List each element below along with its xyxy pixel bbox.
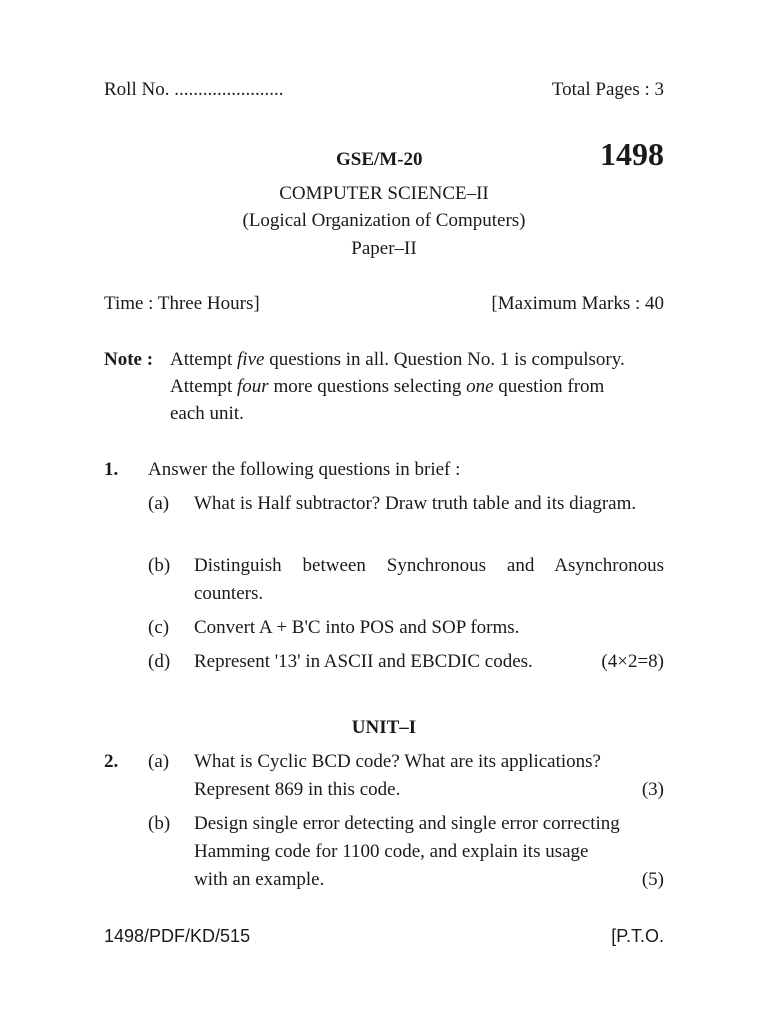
note-line-2: Attempt four more questions selecting one question from [170, 376, 605, 397]
part-label: (c) [148, 617, 170, 638]
footer-pto: [P.T.O. [611, 926, 664, 946]
part-text: Distinguish between Synchronous and Asynchronous counters. [194, 555, 664, 604]
part-label: (b) [148, 813, 171, 834]
part-text-line: Represent 869 in this code. [194, 779, 401, 800]
part-label: (a) [148, 751, 170, 772]
note-label: Note : [104, 349, 154, 370]
part-marks: (3) [641, 779, 664, 800]
note-line-3: each unit. [170, 403, 244, 424]
paper-code: GSE/M-20 [336, 149, 423, 170]
part-text-line: Hamming code for 1100 code, and explain its usage [194, 841, 589, 862]
question-number: 2. [104, 751, 119, 772]
part-text-line: with an example. [194, 869, 325, 890]
unit-heading: UNIT–I [351, 717, 417, 738]
footer-code: 1498/PDF/KD/515 [104, 926, 251, 946]
paper-label: Paper–II [351, 238, 417, 259]
time-allowed: Time : Three Hours] [104, 293, 260, 314]
subject-subtitle: (Logical Organization of Computers) [242, 210, 526, 231]
part-marks: (4×2=8) [601, 651, 664, 672]
question-number: 1. [104, 459, 119, 480]
part-label: (b) [148, 555, 171, 576]
part-label: (d) [148, 651, 171, 672]
part-text-line: What is Cyclic BCD code? What are its applications? [194, 751, 601, 772]
part-text: Represent '13' in ASCII and EBCDIC codes. [194, 651, 533, 672]
roll-no: Roll No. ....................... [104, 79, 284, 100]
paper-number: 1498 [600, 136, 664, 172]
part-text: What is Half subtractor? Draw truth table and its diagram. [194, 493, 637, 514]
subject-title: COMPUTER SCIENCE–II [279, 183, 489, 204]
question-stem: Answer the following questions in brief : [148, 459, 461, 480]
maximum-marks: [Maximum Marks : 40 [491, 293, 664, 314]
note-line-1: Attempt five questions in all. Question No. 1 is compulsory. [170, 349, 625, 370]
part-label: (a) [148, 493, 170, 514]
total-pages: Total Pages : 3 [551, 79, 664, 100]
part-text: Convert A + B'C into POS and SOP forms. [194, 617, 520, 638]
part-text-line: Design single error detecting and single error correcting [194, 813, 620, 834]
part-marks: (5) [641, 869, 664, 890]
